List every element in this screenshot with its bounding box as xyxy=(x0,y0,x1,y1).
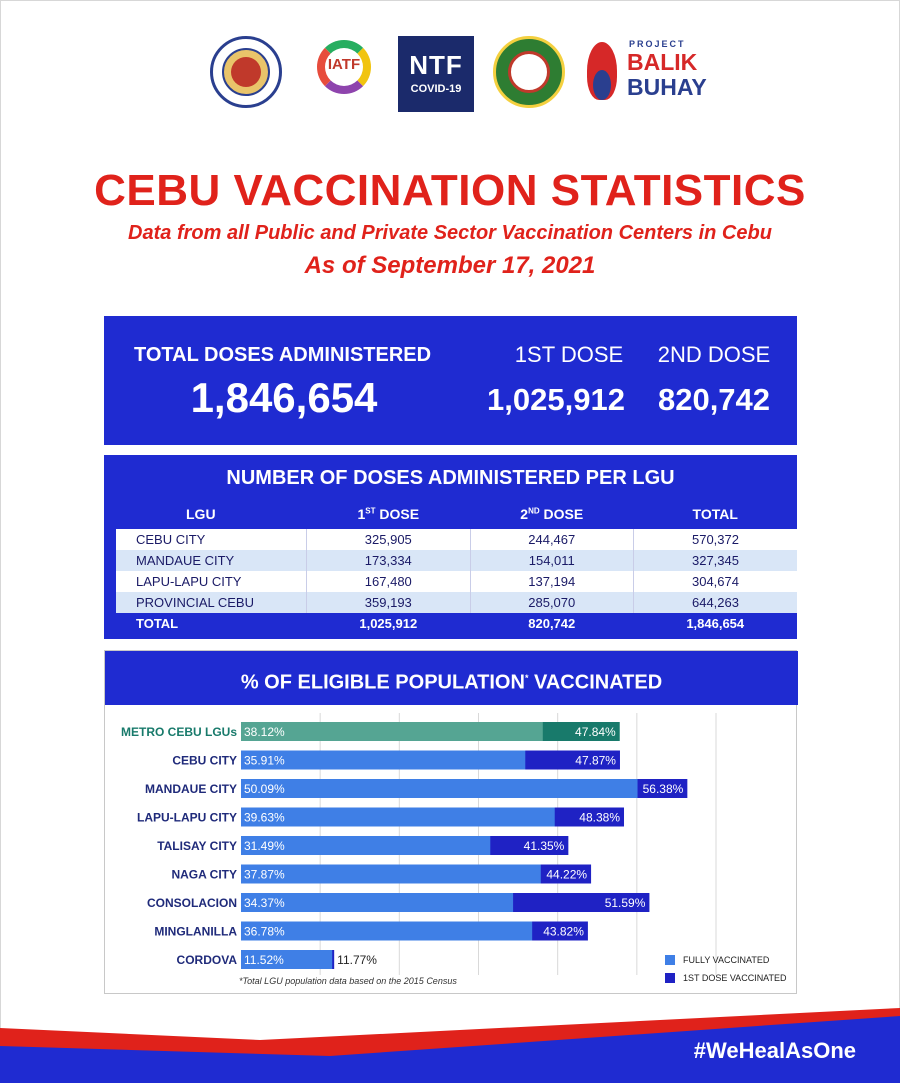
lgu-doses-panel xyxy=(104,455,797,639)
data-label-first-dose: 11.77% xyxy=(337,953,377,967)
cell-first-dose: 325,905 xyxy=(307,529,470,550)
data-label-fully: 36.78% xyxy=(244,924,285,939)
second-dose-label: 2ND DOSE xyxy=(657,342,771,367)
hashtag-label: #WeHealAsOne xyxy=(693,1038,856,1063)
first-dose-label: 1ST DOSE xyxy=(514,342,624,367)
lgu-table-title: NUMBER OF DOSES ADMINISTERED PER LGU xyxy=(226,467,675,489)
cell-second-dose: 154,011 xyxy=(470,550,633,571)
bar-fully-vaccinated xyxy=(241,808,555,827)
data-label-fully: 37.87% xyxy=(244,867,285,882)
table-row xyxy=(116,529,797,550)
as-of-date: As of September 17, 2021 xyxy=(304,252,596,279)
data-label-fully: 35.91% xyxy=(244,753,285,768)
iatf-logo-icon: IATF xyxy=(305,36,383,108)
cell-lgu: MANDAUE CITY xyxy=(116,550,307,571)
cell-first-dose: 173,334 xyxy=(307,550,470,571)
project-balik-buhay-logo-icon: PROJECT BALIK BUHAY xyxy=(585,36,695,112)
bar-fully-vaccinated xyxy=(241,722,543,741)
data-label-fully: 39.63% xyxy=(244,810,285,825)
cell-lgu: LAPU-LAPU CITY xyxy=(116,571,307,592)
vaccinated-percent-chart-panel xyxy=(104,650,797,994)
table-row xyxy=(116,571,797,592)
totals-panel xyxy=(104,316,797,445)
cell-second-dose: 137,194 xyxy=(470,571,633,592)
category-label: METRO CEBU LGUs xyxy=(120,725,237,739)
legend-swatch-first xyxy=(665,973,675,983)
footer-banner xyxy=(0,1000,900,1083)
cell-lgu: CEBU CITY xyxy=(116,529,307,550)
table-row xyxy=(116,550,797,571)
legend-item-fully-vaccinated: FULLY VACCINATED xyxy=(665,951,787,969)
data-label-first-dose: 43.82% xyxy=(543,924,584,939)
data-label-first-dose: 47.84% xyxy=(575,725,616,739)
cell-total: 304,674 xyxy=(633,571,797,592)
data-label-fully: 38.12% xyxy=(244,725,285,739)
table-header-row xyxy=(116,499,797,529)
data-label-first-dose: 56.38% xyxy=(642,782,684,796)
lgu-doses-table xyxy=(116,499,797,634)
cell-first-dose: 167,480 xyxy=(307,571,470,592)
cell-second-dose: 820,742 xyxy=(470,613,633,634)
cell-first-dose: 359,193 xyxy=(307,592,470,613)
cell-second-dose: 244,467 xyxy=(470,529,633,550)
category-label: MINGLANILLA xyxy=(154,924,237,939)
col-header-second-dose: 2ND DOSE xyxy=(520,506,584,522)
office-of-presidential-assistant-seal-icon xyxy=(210,36,282,108)
page-title: CEBU VACCINATION STATISTICS xyxy=(94,166,806,215)
cell-lgu: TOTAL xyxy=(116,613,307,634)
data-label-fully: 34.37% xyxy=(244,896,285,910)
cell-total: 570,372 xyxy=(633,529,797,550)
total-doses-label: TOTAL DOSES ADMINISTERED xyxy=(134,344,432,366)
cell-total: 327,345 xyxy=(633,550,797,571)
data-label-first-dose: 41.35% xyxy=(523,839,565,853)
data-label-fully: 31.49% xyxy=(244,839,285,853)
col-header-lgu: LGU xyxy=(186,506,216,522)
category-label: CORDOVA xyxy=(176,953,237,967)
cell-total: 644,263 xyxy=(633,592,797,613)
cell-first-dose: 1,025,912 xyxy=(307,613,470,634)
table-total-row xyxy=(116,613,797,634)
chart-title: % OF ELIGIBLE POPULATION* VACCINATED xyxy=(105,651,798,705)
data-label-first-dose: 51.59% xyxy=(604,896,646,910)
table-row xyxy=(116,592,797,613)
chart-legend xyxy=(665,951,787,987)
category-label: MANDAUE CITY xyxy=(145,782,237,796)
category-label: NAGA CITY xyxy=(171,867,237,882)
data-label-first-dose: 47.87% xyxy=(575,753,616,768)
department-of-health-seal-icon xyxy=(493,36,565,108)
category-label: TALISAY CITY xyxy=(157,839,237,853)
first-dose-value: 1,025,912 xyxy=(487,382,625,417)
col-header-first-dose: 1ST DOSE xyxy=(357,506,420,522)
category-label: LAPU-LAPU CITY xyxy=(137,810,237,825)
data-label-fully: 11.52% xyxy=(244,953,284,967)
census-footnote: *Total LGU population data based on the 2015 Census xyxy=(239,976,457,986)
legend-swatch-fully xyxy=(665,955,675,965)
legend-item-first-dose: 1ST DOSE VACCINATED xyxy=(665,969,787,987)
cell-total: 1,846,654 xyxy=(633,613,797,634)
cell-second-dose: 285,070 xyxy=(470,592,633,613)
data-label-first-dose: 44.22% xyxy=(546,867,588,882)
category-label: CONSOLACION xyxy=(147,896,237,910)
bar-fully-vaccinated xyxy=(241,865,541,884)
total-doses-value: 1,846,654 xyxy=(190,374,378,421)
page-subtitle: Data from all Public and Private Sector Vaccination Centers in Cebu xyxy=(128,222,772,244)
data-label-fully: 50.09% xyxy=(244,782,285,796)
category-label: CEBU CITY xyxy=(172,753,237,768)
bar-fully-vaccinated xyxy=(241,779,638,798)
second-dose-value: 820,742 xyxy=(657,382,771,417)
data-label-first-dose: 48.38% xyxy=(579,810,621,825)
ntf-covid19-logo-icon: NTF COVID-19 xyxy=(398,36,474,112)
cell-lgu: PROVINCIAL CEBU xyxy=(116,592,307,613)
partner-logos xyxy=(0,36,900,116)
col-header-total: TOTAL xyxy=(692,506,738,522)
